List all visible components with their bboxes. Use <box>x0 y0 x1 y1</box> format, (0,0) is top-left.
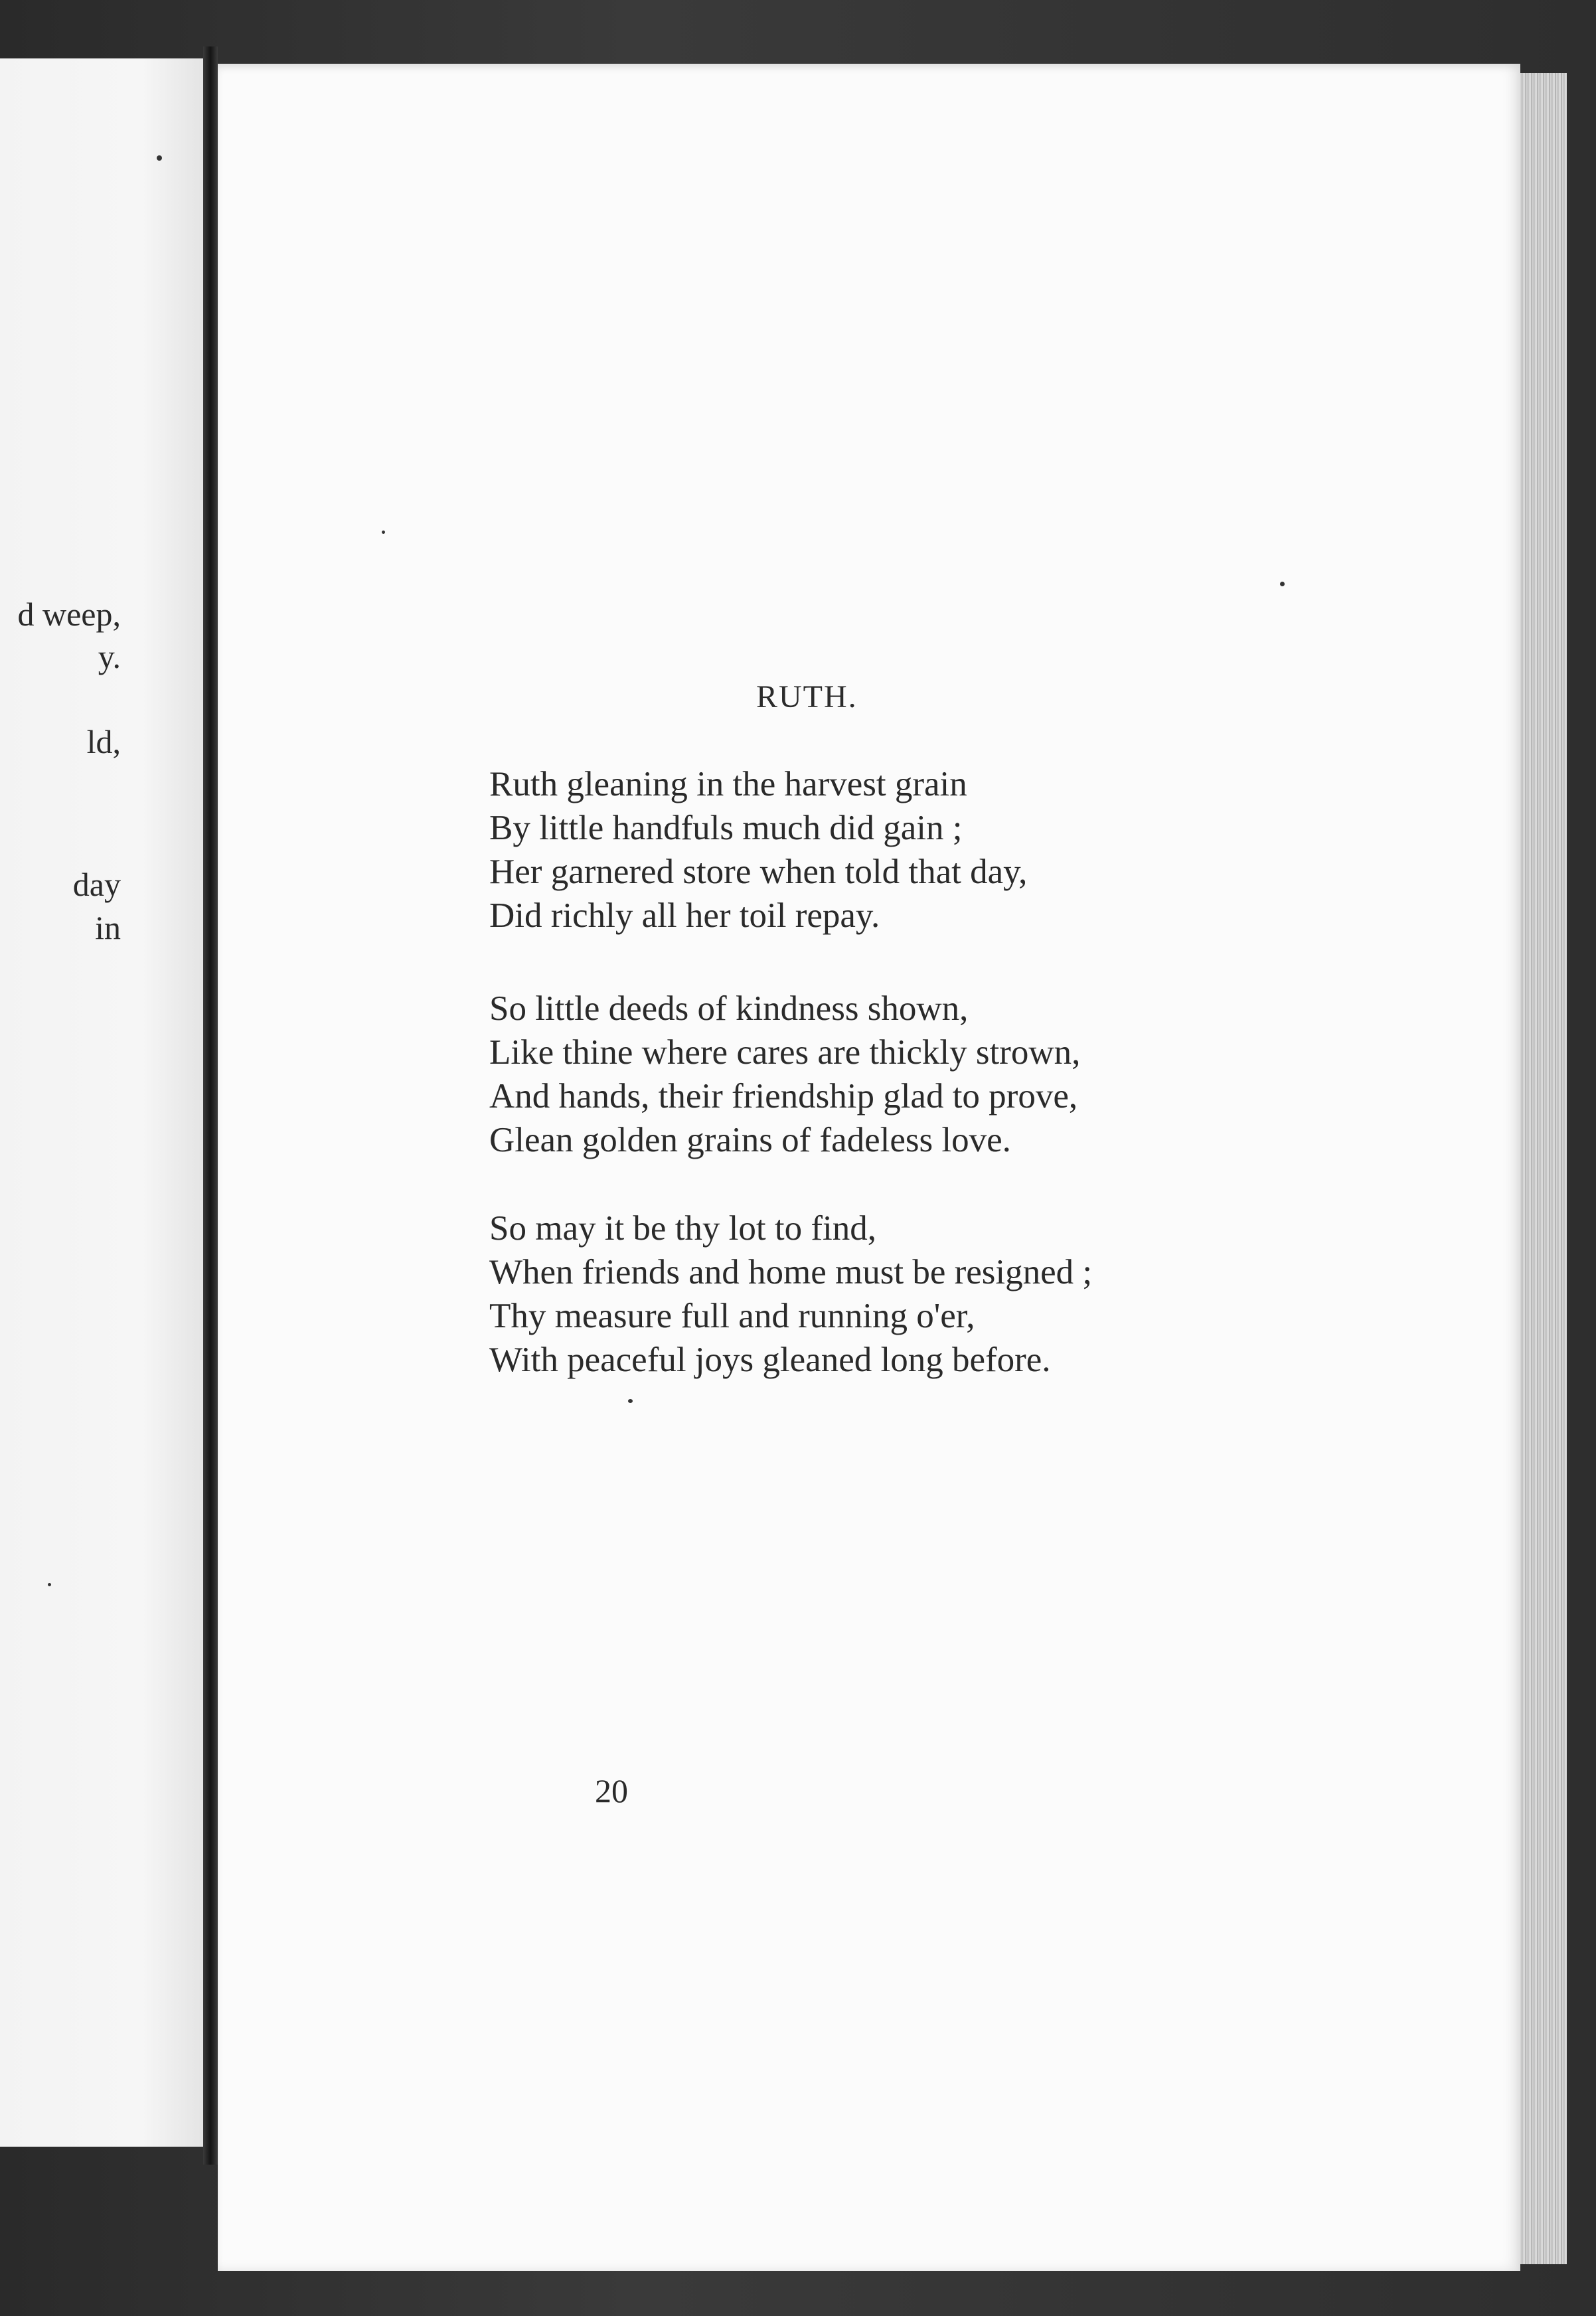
poem-title: RUTH. <box>756 679 858 714</box>
poem-stanza <box>489 762 1206 938</box>
book-page <box>218 64 1520 2271</box>
dust-speck <box>628 1399 633 1403</box>
verse-line: Ruth gleaning in the harvest grain <box>489 765 967 803</box>
facing-page <box>0 58 203 2147</box>
book-gutter <box>203 46 218 2165</box>
facing-page-line: ld, <box>86 723 121 760</box>
page-number: 20 <box>595 1772 628 1809</box>
poem-stanza <box>489 1206 1206 1382</box>
dust-speck <box>48 1583 51 1586</box>
poem-stanza <box>489 987 1206 1162</box>
verse-line: And hands, their friendship glad to prove, <box>489 1077 1078 1116</box>
verse-line: So little deeds of kindness shown, <box>489 989 969 1028</box>
dust-speck <box>1280 582 1285 586</box>
facing-page-line: day <box>72 866 121 903</box>
facing-page-line: y. <box>98 638 121 675</box>
facing-page-line: in <box>95 909 121 946</box>
page-edges <box>1520 73 1567 2264</box>
verse-line: Like thine where cares are thickly strown, <box>489 1033 1081 1072</box>
verse-line: When friends and home must be resigned ; <box>489 1253 1093 1291</box>
dust-speck <box>382 531 385 534</box>
verse-line: Did richly all her toil repay. <box>489 896 880 935</box>
verse-line: Thy measure full and running o'er, <box>489 1297 975 1335</box>
facing-page-line: d weep, <box>17 596 121 633</box>
verse-line: So may it be thy lot to find, <box>489 1209 876 1248</box>
verse-line: Glean golden grains of fadeless love. <box>489 1121 1011 1159</box>
verse-line: By little handfuls much did gain ; <box>489 809 963 847</box>
dust-speck <box>157 155 162 161</box>
verse-line: With peaceful joys gleaned long before. <box>489 1341 1051 1379</box>
verse-line: Her garnered store when told that day, <box>489 853 1028 891</box>
